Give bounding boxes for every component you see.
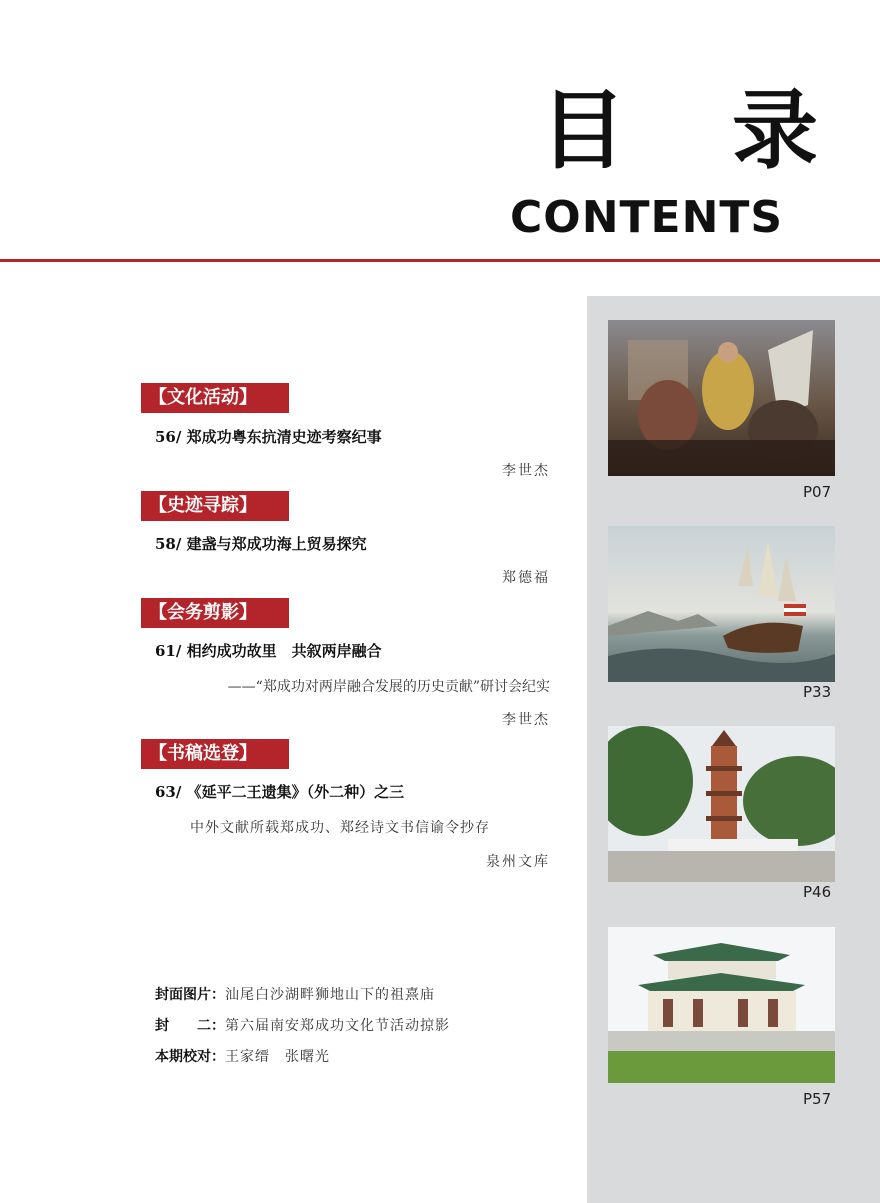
entry-page-num: 56/ xyxy=(155,428,182,446)
entry-subtitle: 中外文献所载郑成功、郑经诗文书信谕令抄存 xyxy=(190,820,490,836)
section-tag-historic-traces: 【史迹寻踪】 xyxy=(141,491,289,521)
entry-page-num: 63/ xyxy=(155,783,182,801)
toc-entry-61[interactable] xyxy=(155,640,382,661)
toc-entry-63[interactable] xyxy=(155,781,404,802)
toc-entry-58[interactable] xyxy=(155,533,367,554)
entry-page-num: 58/ xyxy=(155,535,182,553)
temple-building-photo-icon[interactable] xyxy=(608,927,835,1083)
credit-proofreaders xyxy=(155,1046,330,1066)
section-tag-meeting-snapshots: 【会务剪影】 xyxy=(141,598,289,628)
sailing-ship-painting-icon[interactable] xyxy=(608,526,835,682)
entry-title: 相约成功故里 共叙两岸融合 xyxy=(186,642,382,660)
page-subtitle: CONTENTS xyxy=(510,192,784,243)
entry-title: 《延平二王遗集》（外二种）之三 xyxy=(186,783,405,801)
credit-value: 王家缙 张曙光 xyxy=(225,1049,330,1065)
battle-painting-icon[interactable] xyxy=(608,320,835,476)
page-ref-p07: P07 xyxy=(803,483,832,501)
page-ref-p46: P46 xyxy=(803,883,832,901)
credit-value: 汕尾白沙湖畔狮地山下的祖熹庙 xyxy=(225,987,435,1003)
credit-cover-image xyxy=(155,984,435,1004)
page-ref-p33: P33 xyxy=(803,683,832,701)
entry-author: 李世杰 xyxy=(502,463,550,479)
section-tag-cultural-activities: 【文化活动】 xyxy=(141,383,289,413)
credit-inside-cover xyxy=(155,1015,450,1035)
page-ref-p57: P57 xyxy=(803,1090,832,1108)
toc-entry-56[interactable] xyxy=(155,426,382,447)
page-title: 目 录 xyxy=(540,81,856,181)
pagoda-tower-photo-icon[interactable] xyxy=(608,726,835,882)
section-tag-manuscript-selections: 【书稿选登】 xyxy=(141,739,289,769)
credit-label: 本期校对： xyxy=(155,1049,225,1065)
credit-label: 封面图片： xyxy=(155,987,225,1003)
credit-value: 第六届南安郑成功文化节活动掠影 xyxy=(225,1018,450,1034)
entry-title: 郑成功粤东抗清史迹考察纪事 xyxy=(186,428,382,446)
entry-subtitle: ——“郑成功对两岸融合发展的历史贡献”研讨会纪实 xyxy=(227,679,550,695)
entry-page-num: 61/ xyxy=(155,642,182,660)
entry-author: 泉州文库 xyxy=(486,854,550,870)
entry-author: 郑德福 xyxy=(502,570,550,586)
entry-title: 建盏与郑成功海上贸易探究 xyxy=(186,535,367,553)
entry-author: 李世杰 xyxy=(502,712,550,728)
header-divider xyxy=(0,259,880,262)
credit-label: 封 二： xyxy=(155,1018,225,1034)
